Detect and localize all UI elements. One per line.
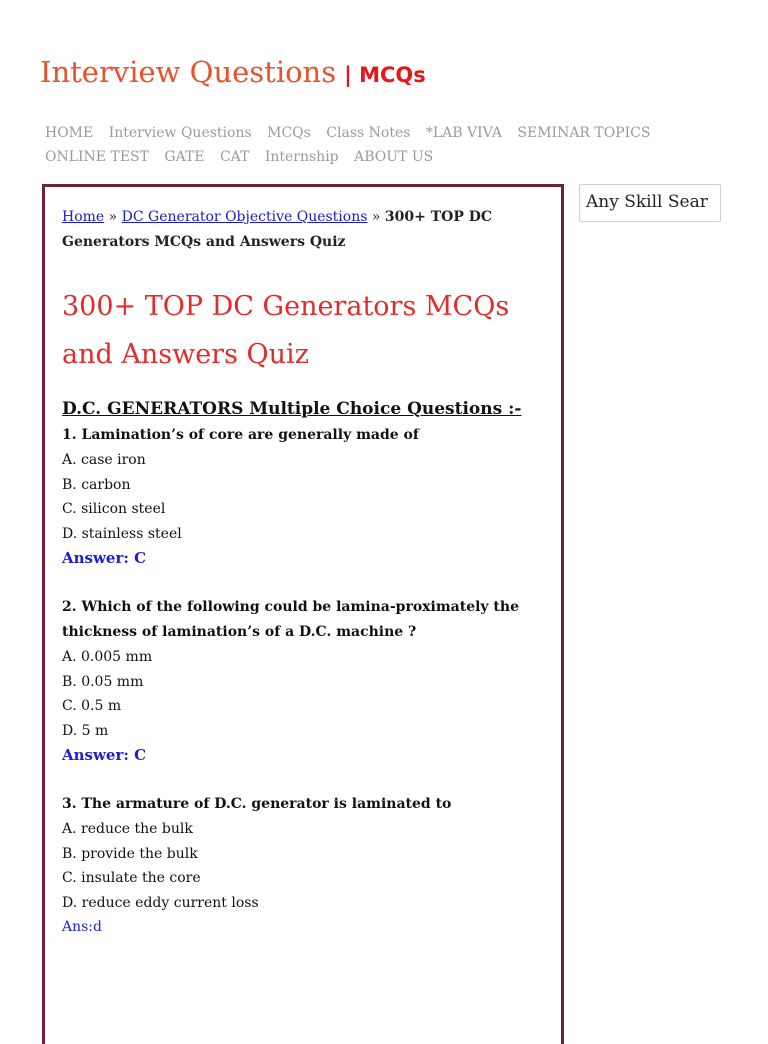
site-title[interactable] (40, 52, 426, 90)
breadcrumb-separator: » (104, 209, 122, 225)
option-c: C. silicon steel (62, 501, 166, 517)
site-title-link[interactable]: Interview Questions (40, 55, 337, 89)
site-subtitle: | MCQs (344, 63, 426, 87)
question-text: 3. The armature of D.C. generator is laminated to (62, 796, 452, 812)
nav-about-us[interactable]: ABOUT US (354, 149, 434, 165)
option-a: A. reduce the bulk (62, 821, 193, 837)
nav-seminar-topics[interactable]: SEMINAR TOPICS (517, 125, 651, 141)
option-d: D. stainless steel (62, 525, 182, 542)
answer-text: Ans:d (62, 919, 102, 935)
breadcrumb (62, 205, 545, 255)
post-title: 300+ TOP DC Generators MCQs and Answers Quiz (62, 291, 510, 370)
nav-interview-questions[interactable]: Interview Questions (108, 125, 252, 141)
option-b: B. provide the bulk (62, 845, 198, 862)
nav-home[interactable]: HOME (45, 125, 94, 141)
nav-internship[interactable]: Internship (264, 149, 339, 165)
nav-class-notes[interactable]: Class Notes (326, 125, 411, 141)
answer-text: Answer: C (62, 549, 147, 567)
nav-online-test[interactable]: ONLINE TEST (45, 149, 149, 165)
option-c: C. 0.5 m (62, 698, 122, 714)
option-c: C. insulate the core (62, 870, 201, 886)
section-heading: D.C. GENERATORS Multiple Choice Questions :- (62, 399, 522, 419)
breadcrumb-home-link[interactable]: Home (62, 209, 105, 225)
question-block (62, 423, 545, 571)
option-d: D. 5 m (62, 722, 109, 739)
question-block (62, 595, 545, 768)
question-block (62, 792, 545, 940)
option-a: A. 0.005 mm (62, 649, 153, 665)
search-input[interactable]: Any Skill Sear (579, 184, 721, 222)
answer-text: Answer: C (62, 746, 147, 764)
option-b: B. carbon (62, 476, 131, 493)
nav-lab-viva[interactable]: *LAB VIVA (425, 125, 502, 141)
option-d: D. reduce eddy current loss (62, 894, 259, 911)
breadcrumb-current: 300+ TOP DC Generators MCQs and Answers Quiz (62, 209, 493, 250)
option-b: B. 0.05 mm (62, 673, 144, 690)
question-text: 2. Which of the following could be lamina-proximately the thickness of lamination’s of a D.C. machine ? (62, 599, 519, 640)
question-text: 1. Lamination’s of core are generally made of (62, 427, 419, 443)
nav-mcqs[interactable]: MCQs (267, 125, 311, 141)
nav-gate[interactable]: GATE (164, 149, 205, 165)
breadcrumb-category-link[interactable]: DC Generator Objective Questions (121, 209, 368, 225)
breadcrumb-separator: » (367, 209, 385, 225)
nav-cat[interactable]: CAT (219, 149, 250, 165)
option-a: A. case iron (62, 452, 146, 468)
main-nav (45, 121, 685, 169)
article-panel (42, 184, 564, 1044)
